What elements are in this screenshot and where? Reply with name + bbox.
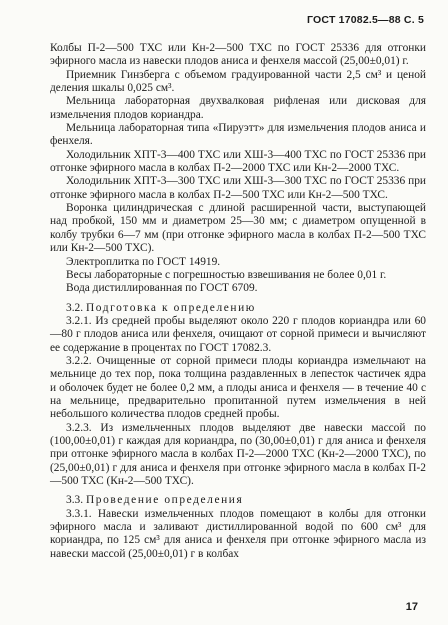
paragraph: Холодильник ХПТ-3—400 ТХС или ХШ-3—400 ТХС по ГОСТ 25336 при отгонке эфирного масла в колбах П-2—2000 ТХС или Кн-2—2000 ТХС.	[50, 148, 426, 175]
standard-header: ГОСТ 17082.5—88 С. 5	[307, 14, 424, 26]
paragraph: Мельница лабораторная типа «Пируэтт» для измельчения плодов аниса и фенхеля.	[50, 122, 426, 148]
section-number: 3.2.	[66, 301, 84, 314]
paragraph: Мельница лабораторная двухвалковая рифленая или дисковая для измельчения плодов кориандра.	[50, 95, 426, 121]
paragraph: Весы лабораторные с погрешностью взвешивания не более 0,01 г.	[66, 268, 387, 281]
paragraph: Колбы П-2—500 ТХС или Кн-2—500 ТХС по ГОСТ 25336 для отгонки эфирного масла из навески плодов аниса и фенхеля массой (25,00±0,01) г.	[50, 42, 426, 68]
paragraph: Холодильник ХПТ-3—300 ТХС или ХШ-3—300 ТХС по ГОСТ 25336 при отгонке эфирного масла в колбах П-2—500 ТХС или Кн-2—500 ТХС.	[50, 175, 426, 201]
paragraph: 3.2.2. Очищенные от сорной примеси плоды кориандра измельчают на мельнице до тех пор, пока толщина раздавленных в лепесток частичек ядра и оболочек будет не более 0,2 мм, а плоды аниса и фенхеля — в течение 40 с на мельнице, предварительно пропитанной путем измельчения в ней небольшого количества плодов средней пробы.	[50, 354, 426, 421]
paragraph: Приемник Гинзберга с объемом градуированной части 2,5 см³ и ценой деления шкалы 0,025 см³.	[50, 68, 426, 95]
section-title: Подготовка к определению	[85, 301, 256, 314]
paragraph: 3.3.1. Навески измельченных плодов помещают в колбы для отгонки эфирного масла и заливают дистиллированной водой по 600 см³ для кориандра, по 125 см³ для аниса и фенхеля при отгонке эфирного масла из навески массой (25,00±0,01) г в колбах	[50, 507, 426, 560]
section-heading-3-2	[50, 302, 426, 315]
paragraph: Воронка цилиндрическая с длиной расширенной части, выступающей над пробкой, 150 мм и диаметром 25—30 мм; с диаметром опущенной в колбу трубки 6—7 мм (при отгонке эфирного масла в колбах П-2—500 ТХС или Кн-2—500 ТХС).	[50, 202, 426, 255]
section-heading-3-3	[50, 494, 426, 507]
section-number: 3.3.	[66, 494, 84, 507]
paragraph: Вода дистиллированная по ГОСТ 6709.	[66, 282, 258, 295]
document-body	[50, 42, 426, 561]
section-title: Проведение определения	[85, 494, 244, 507]
page-number: 17	[405, 601, 418, 613]
paragraph: 3.2.3. Из измельченных плодов выделяют две навески массой по (100,00±0,01) г каждая для кориандра, по (30,00±0,01) г для аниса и фенхеля при отгонке эфирного масла в колбах П-2—2000 ТХС (Кн-2—2000 ТХС), по (25,00±0,01) г для аниса и фенхеля при отгонке эфирного масла в колбах П-2—500 ТХС (Кн-2—500 ТХС).	[50, 421, 426, 487]
paragraph: 3.2.1. Из средней пробы выделяют около 220 г плодов кориандра или 60—80 г плодов аниса или фенхеля, очищают от сорной примеси и вычисляют ее содержание в процентах по ГОСТ 17082.3.	[50, 314, 426, 354]
paragraph: Электроплитка по ГОСТ 14919.	[66, 255, 221, 268]
